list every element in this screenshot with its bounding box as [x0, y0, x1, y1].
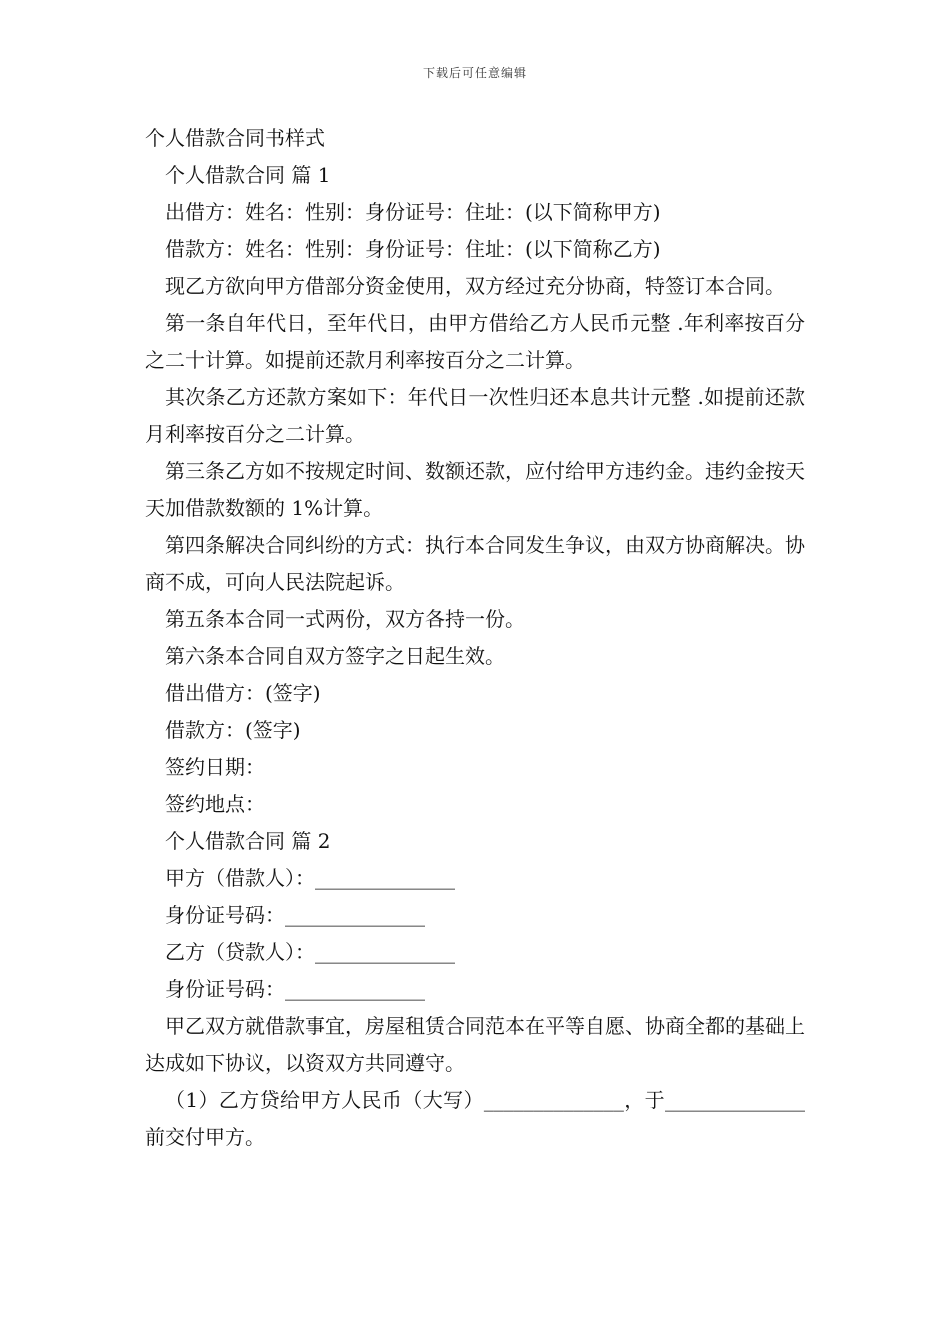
signing-place: 签约地点：: [165, 792, 265, 816]
article-2: 其次条乙方还款方案如下：年代日一次性归还本息共计元整 .如提前还款月利率按百分之二计算。: [145, 385, 805, 446]
lender-info-line: 出借方：姓名：性别：身份证号：住址：(以下简称甲方): [165, 200, 661, 224]
signature-borrower: 借款方：(签字): [165, 718, 301, 742]
page-header: 下载后可任意编辑: [422, 66, 527, 80]
article-6: 第六条本合同自双方签字之日起生效。: [165, 644, 505, 668]
article-4: 第四条解决合同纠纷的方式：执行本合同发生争议，由双方协商解决。协商不成，可向人民法院起诉。: [145, 533, 805, 594]
signature-lender: 借出借方：(签字): [165, 681, 321, 705]
document-body: [145, 120, 805, 1156]
section2-heading: 个人借款合同 篇 2: [165, 829, 331, 853]
document-title: 个人借款合同书样式: [145, 126, 325, 150]
section2-intro-paragraph: 甲乙双方就借款事宜，房屋租赁合同范本在平等自愿、协商全都的基础上达成如下协议，以资双方共同遵守。: [145, 1014, 805, 1075]
party-a-line: 甲方（借款人）：______________: [165, 866, 455, 890]
article-3: 第三条乙方如不按规定时间、数额还款，应付给甲方违约金。违约金按天天加借款数额的 1%计算。: [145, 459, 805, 520]
section1-heading: 个人借款合同 篇 1: [165, 163, 331, 187]
article-5: 第五条本合同一式两份，双方各持一份。: [165, 607, 525, 631]
signing-date: 签约日期：: [165, 755, 265, 779]
party-b-line: 乙方（贷款人）：______________: [165, 940, 455, 964]
clause-1: （1）乙方贷给甲方人民币（大写）______________，于______________前交付甲方。: [145, 1088, 805, 1149]
intro-paragraph: 现乙方欲向甲方借部分资金使用，双方经过充分协商，特签订本合同。: [165, 274, 785, 298]
party-b-id-line: 身份证号码：______________: [165, 977, 425, 1001]
borrower-info-line: 借款方：姓名：性别：身份证号：住址：(以下简称乙方): [165, 237, 661, 261]
article-1: 第一条自年代日，至年代日，由甲方借给乙方人民币元整 .年利率按百分之二十计算。如提前还款月利率按百分之二计算。: [145, 311, 805, 372]
party-a-id-line: 身份证号码：______________: [165, 903, 425, 927]
